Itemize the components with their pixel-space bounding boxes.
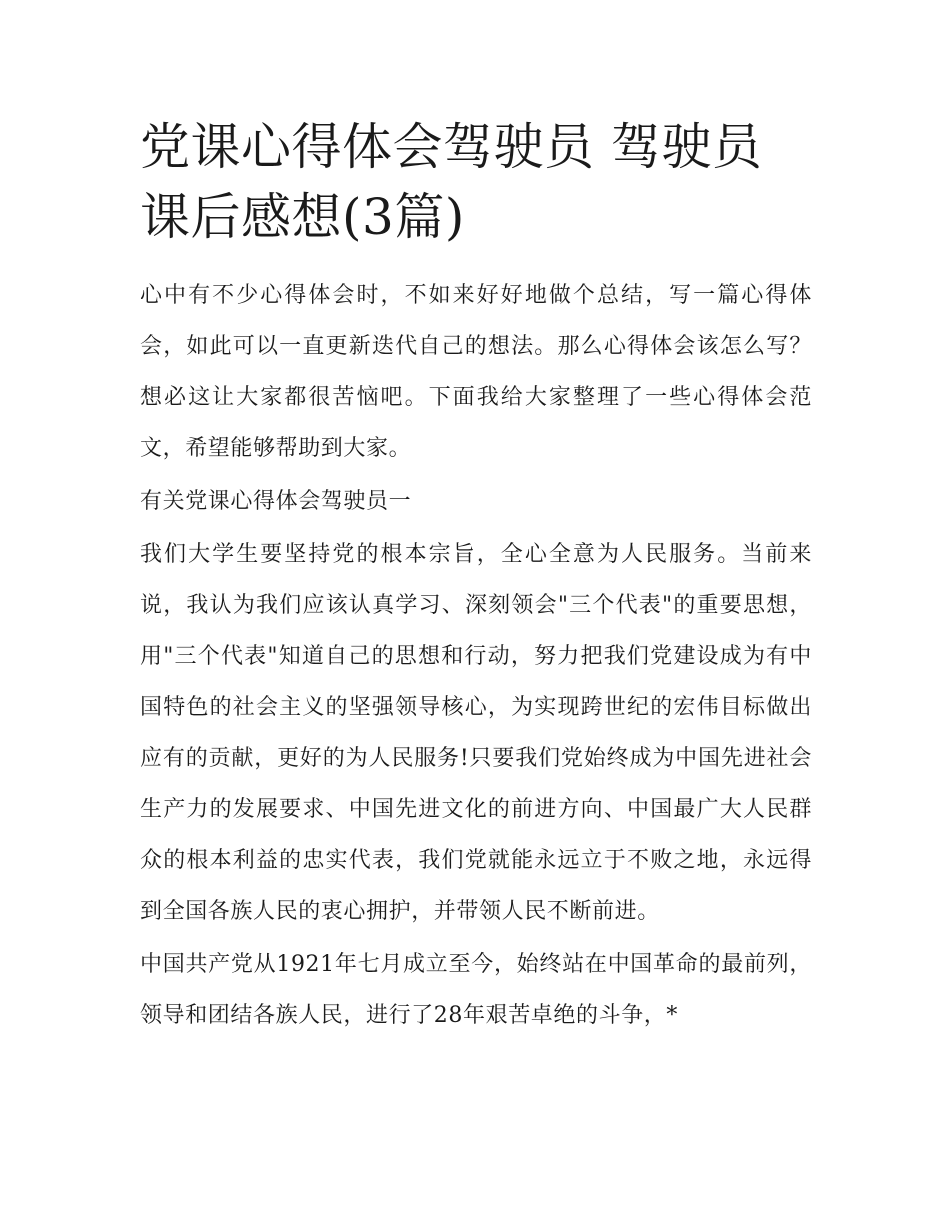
body-paragraph-1: 我们大学生要坚持党的根本宗旨，全心全意为人民服务。当前来说，我认为我们应该认真学习、深刻领会"三个代表"的重要思想，用"三个代表"知道自己的思想和行动，努力把我们党建设成为有中国特色的社会主义的坚强领导核心，为实现跨世纪的宏伟目标做出应有的贡献，更好的为人民服务!只要我们党始终成为中国先进社会生产力的发展要求、中国先进文化的前进方向、中国最广大人民群众的根本利益的忠实代表，我们党就能永远立于不败之地，永远得到全国各族人民的衷心拥护，并带领人民不断前进。 (140, 542, 812, 924)
intro-paragraph: 心中有不少心得体会时，不如来好好地做个总结，写一篇心得体会，如此可以一直更新迭代自己的想法。那么心得体会该怎么写？想必这让大家都很苦恼吧。下面我给大家整理了一些心得体会范文，希望能够帮助到大家。 (140, 283, 812, 461)
body-paragraph-2: 中国共产党从1921年七月成立至今，始终站在中国革命的最前列，领导和团结各族人民，进行了28年艰苦卓绝的斗争，* (140, 952, 812, 1028)
document-title: 党课心得体会驾驶员 驾驶员课后感想(3篇) (140, 118, 763, 246)
section-heading: 有关党课心得体会驾驶员一 (140, 489, 412, 514)
document-page (140, 112, 812, 1041)
